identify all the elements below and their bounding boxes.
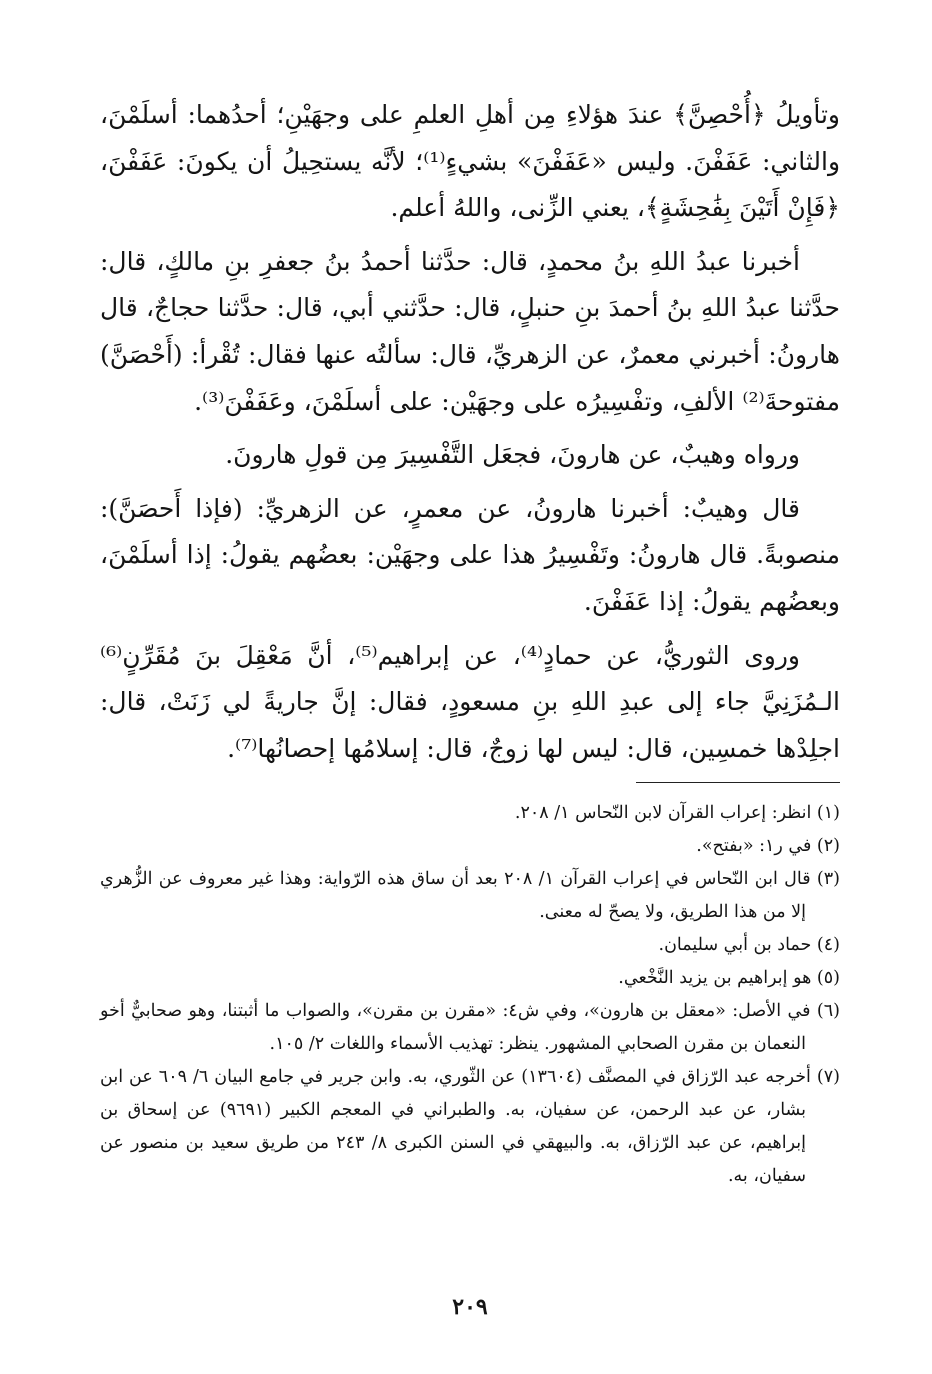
footnotes xyxy=(100,797,840,1193)
footnote: (١) انظر: إعراب القرآن لابن النّحاس ١/ ٢٠٨. xyxy=(514,803,840,824)
page xyxy=(100,92,840,1362)
page-number: ٢٠٩ xyxy=(452,1294,488,1320)
paragraph: أخبرنا عبدُ اللهِ بنُ محمدٍ، قال: حدَّثنا أحمدُ بنُ جعفرِ بنِ مالكٍ، قال: حدَّثنا عبدُ اللهِ بنُ أحمدَ بنِ حنبلٍ، قال: حدَّثني أبي، قال: حدَّثنا حجاجٌ، قال هارونُ: أخبرني معمرٌ، عن الزهريِّ، قال: سألتُه عنها فقال: تُقْرأ: (أَحْصَنَّ) مفتوحةَ⁽²⁾ الألفِ، وتفْسِيرُه على وجهَيْن: على أسلَمْنَ، وعَفَفْنَ⁽³⁾. xyxy=(100,246,840,416)
footnote: (٢) في ر١: «بفتح». xyxy=(696,836,840,857)
footnote-separator xyxy=(636,782,840,783)
paragraph: ورواه وهيبٌ، عن هارونَ، فجعَل التَّفْسِيرَ مِن قولِ هارونَ. xyxy=(225,440,800,470)
paragraph: قال وهيبٌ: أخبرنا هارونُ، عن معمرٍ، عن الزهريِّ: (فإذا أَحصَنَّ): منصوبةً. قال هارونُ: وتَفْسِيرُ هذا على وجهَيْن: بعضُهم يقولُ: إذا أسلَمْنَ، وبعضُهم يقولُ: إذا عَفَفْنَ. xyxy=(100,493,840,616)
footnote: (٤) حماد بن أبي سليمان. xyxy=(658,935,840,956)
paragraph: وتأويلُ ﴿أُحْصِنَّ﴾ عندَ هؤلاءِ مِن أهلِ العلمِ على وجهَيْنِ؛ أحدُهما: أسلَمْنَ، والثاني: عَفَفْنَ. وليس «عَفَفْنَ» بشيءٍ⁽¹⁾؛ لأنَّه يستحِيلُ أن يكونَ: عَفَفْنَ، ﴿فَإِنْ أَتَيْنَ بِفَٰحِشَةٍ﴾، يعني الزِّنى، واللهُ أعلم. xyxy=(100,100,841,223)
footnote: (٣) قال ابن النّحاس في إعراب القرآن ١/ ٢٠٨ بعد أن ساق هذه الرّواية: وهذا غير معروف عن الزُّهري إلا من هذا الطريق، ولا يصحّ له معنى. xyxy=(100,869,840,923)
footnote: (٥) هو إبراهيم بن يزيد النَّخْعي. xyxy=(618,968,840,989)
paragraph: وروى الثوريُّ، عن حمادٍ⁽⁴⁾، عن إبراهيم⁽⁵⁾، أنَّ مَعْقِلَ بنَ مُقَرِّنٍ⁽⁶⁾ الـمُزَنِيَّ جاء إلى عبدِ اللهِ بنِ مسعودٍ، فقال: إنَّ جاريةً لي زَنَتْ، قال: اجلِدْها خمسِين، قال: ليس لها زوجٌ، قال: إسلامُها إحصانُها⁽⁷⁾. xyxy=(100,640,840,763)
main-text xyxy=(100,92,840,772)
footnote: (٦) في الأصل: «معقل بن هارون»، وفي ش٤: «مقرن بن مقرن»، والصواب ما أثبتنا، وهو صحابيٌّ أخو النعمان بن مقرن الصحابي المشهور. ينظر: تهذيب الأسماء واللغات ٢/ ١٠٥. xyxy=(100,1001,840,1055)
footnote: (٧) أخرجه عبد الرّزاق في المصنَّف (١٣٦٠٤) عن الثّوري، به. وابن جرير في جامع البيان ٦/ ٦٠٩ عن ابن بشار، عن عبد الرحمن، عن سفيان، به. والطبراني في المعجم الكبير (٩٦٩١) عن إسحاق بن إبراهيم، عن عبد الرّزاق، به. والبيهقي في السنن الكبرى ٨/ ٢٤٣ من طريق سعيد بن منصور عن سفيان، به. xyxy=(100,1067,840,1187)
